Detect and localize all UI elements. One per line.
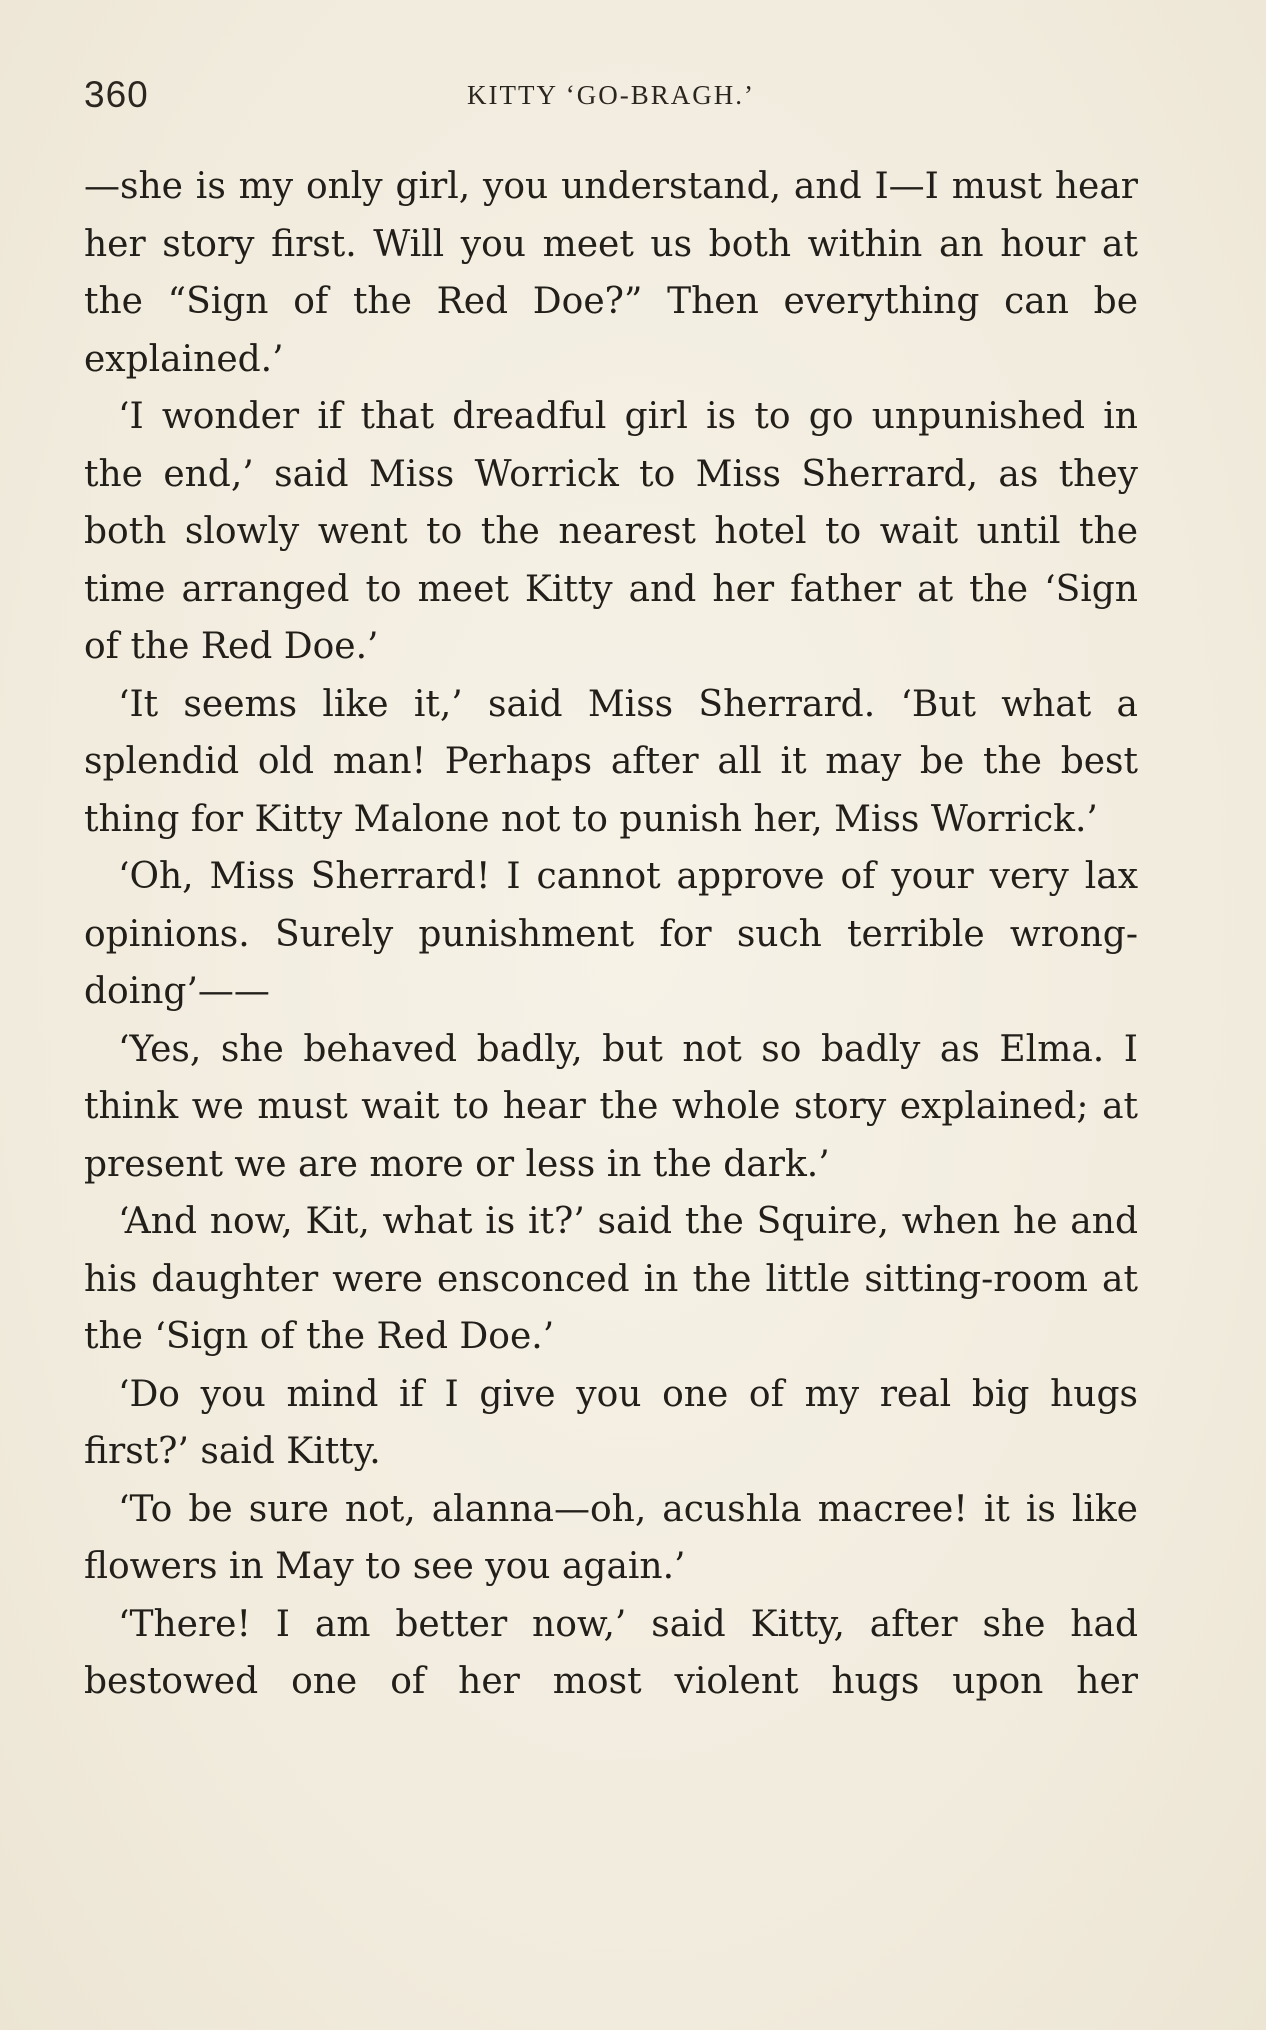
paragraph-2: ‘I wonder if that dreadful girl is to go unpunished in the end,’ said Miss Worrick to Miss Sherrard, as they both slowly went to the nearest hotel to wait until the time arranged to meet Kitty and her father at the ‘Sign of the Red Doe.’ [84,396,1138,667]
paragraph-4: ‘Oh, Miss Sherrard! I cannot approve of your very lax opinions. Surely punishment for such terrible wrong-doing’—— [84,856,1138,1012]
page-header [84,74,1138,124]
paragraph-6: ‘And now, Kit, what is it?’ said the Squire, when he and his daughter were ensconced in the little sitting-room at the ‘Sign of the Red Doe.’ [84,1201,1138,1357]
paragraph-9: ‘There! I am better now,’ said Kitty, after she had bestowed one of her most violent hugs upon her [84,1603,1138,1702]
body-text [84,158,1138,1711]
running-head: KITTY ‘GO-BRAGH.’ [467,80,755,110]
paragraph-8: ‘To be sure not, alanna—oh, acushla macree! it is like flowers in May to see you again.’ [84,1488,1138,1587]
page-number: 360 [84,74,149,115]
paragraph-3: ‘It seems like it,’ said Miss Sherrard. ‘But what a splendid old man! Perhaps after all it may be the best thing for Kitty Malone not to punish her, Miss Worrick.’ [84,683,1138,840]
paragraph-7: ‘Do you mind if I give you one of my real big hugs first?’ said Kitty. [84,1373,1138,1472]
paragraph-5: ‘Yes, she behaved badly, but not so badly as Elma. I think we must wait to hear the whole story explained; at present we are more or less in the dark.’ [84,1028,1138,1185]
paragraph-1: —she is my only girl, you understand, and I—I must hear her story first. Will you meet us both within an hour at the “Sign of the Red Doe?” Then everything can be explained.’ [84,166,1138,380]
